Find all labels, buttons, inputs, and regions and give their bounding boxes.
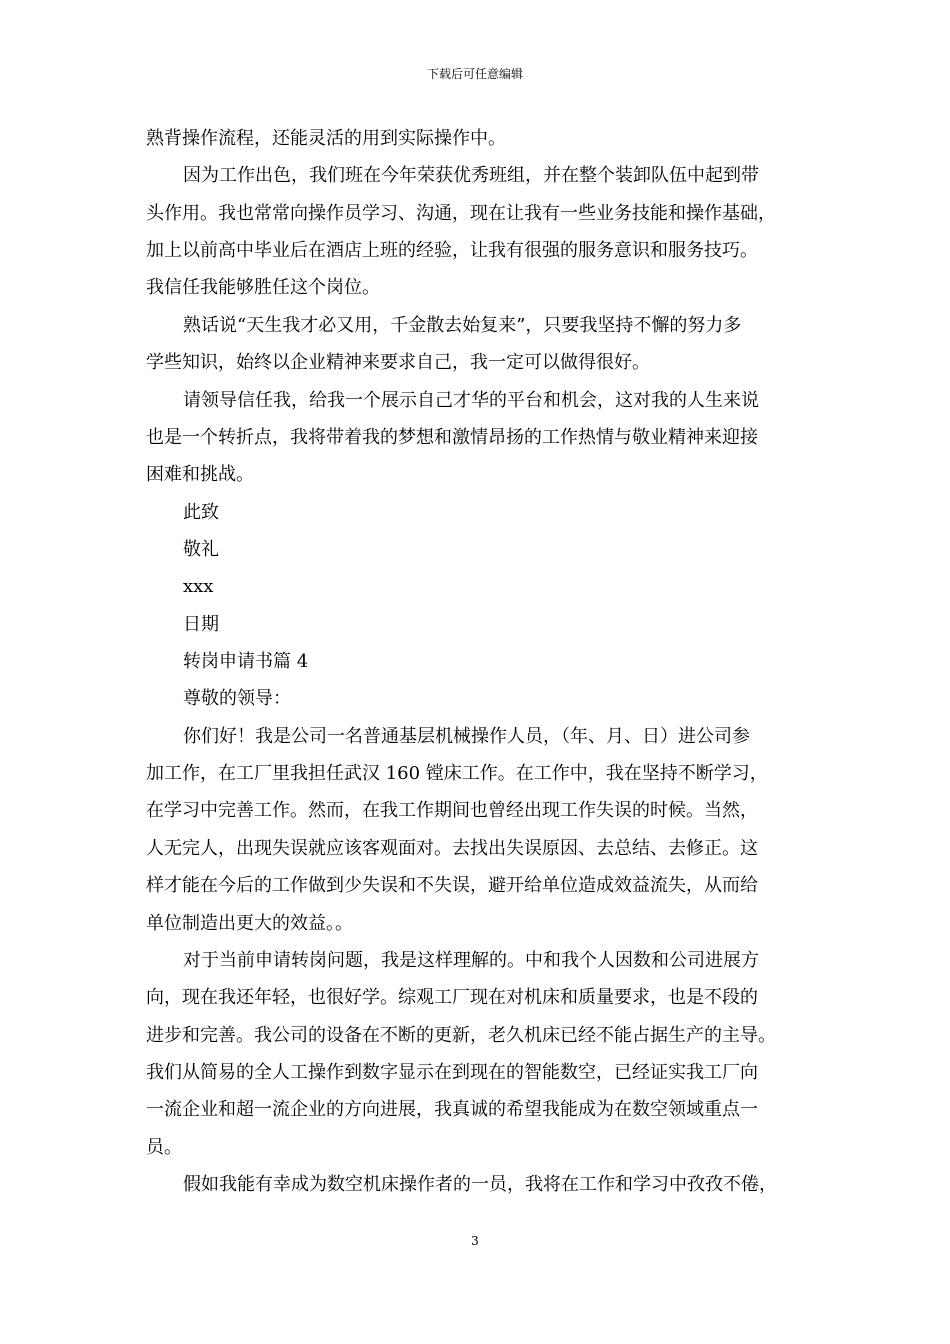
text-line: 你们好！我是公司一名普通基层机械操作人员，（年、月、日）进公司参	[183, 726, 750, 747]
text-line: 我们从简易的全人工操作到数字显示在到现在的智能数空，已经证实我工厂向	[146, 1062, 758, 1083]
page-header: 下载后可任意编辑	[426, 67, 523, 81]
text-line: 员。	[146, 1137, 182, 1158]
text-line: 学些知识，始终以企业精神来要求自己，我一定可以做得很好。	[146, 352, 650, 373]
text-line: 请领导信任我，给我一个展示自己才华的平台和机会，这对我的人生来说	[183, 390, 759, 411]
text-line: 对于当前申请转岗问题，我是这样理解的。中和我个人因数和公司进展方	[183, 950, 759, 971]
text-line: 在学习中完善工作。然而，在我工作期间也曾经出现工作失误的时候。当然，	[146, 800, 758, 821]
text-line: 我信任我能够胜任这个岗位。	[146, 277, 380, 298]
text-line: 也是一个转折点，我将带着我的梦想和激情昂扬的工作热情与敬业精神来迎接	[146, 427, 758, 448]
closing-salutation: 此致	[183, 502, 219, 523]
text-line: 人无完人，出现失误就应该客观面对。去找出失误原因、去总结、去修正。这	[146, 838, 758, 859]
page-number: 3	[471, 1234, 479, 1248]
greeting: 尊敬的领导：	[183, 688, 291, 709]
text-line: 熟背操作流程，还能灵活的用到实际操作中。	[146, 128, 506, 149]
text-line: 进步和完善。我公司的设备在不断的更新，老久机床已经不能占据生产的主导。	[146, 1025, 776, 1046]
section-title: 转岗申请书篇 4	[183, 651, 309, 672]
text-line: 样才能在今后的工作做到少失误和不失误，避开给单位造成效益流失，从而给	[146, 875, 758, 896]
date-line: 日期	[183, 614, 219, 635]
closing-regards: 敬礼	[183, 539, 219, 560]
text-line: 向，现在我还年轻，也很好学。综观工厂现在对机床和质量要求，也是不段的	[146, 987, 758, 1008]
text-line: 单位制造出更大的效益。。	[146, 913, 353, 934]
text-line: 加上以前高中毕业后在酒店上班的经验，让我有很强的服务意识和服务技巧。	[146, 240, 758, 261]
text-line: 熟话说“天生我才必又用，千金散去始复来”，只要我坚持不懈的努力多	[183, 315, 742, 336]
text-line: 头作用。我也常常向操作员学习、沟通，现在让我有一些业务技能和操作基础，	[146, 203, 776, 224]
signature: xxx	[183, 576, 214, 597]
text-line: 加工作，在工厂里我担任武汉 160 镗床工作。在工作中，我在坚持不断学习，	[146, 763, 768, 784]
text-line: 一流企业和超一流企业的方向进展，我真诚的希望我能成为在数空领域重点一	[146, 1099, 758, 1120]
text-line: 因为工作出色，我们班在今年荣获优秀班组，并在整个装卸队伍中起到带	[183, 165, 759, 186]
text-line: 假如我能有幸成为数空机床操作者的一员，我将在工作和学习中孜孜不倦，	[183, 1174, 777, 1195]
text-line: 困难和挑战。	[146, 464, 254, 485]
